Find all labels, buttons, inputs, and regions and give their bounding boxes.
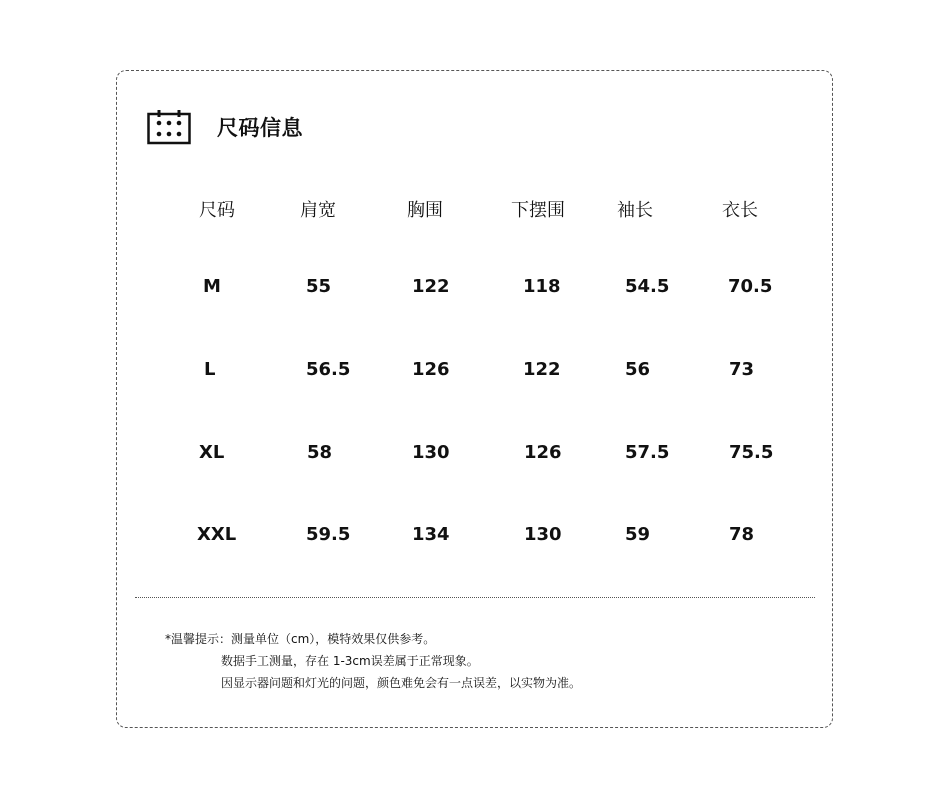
table-cell: L: [204, 359, 216, 380]
table-cell: M: [203, 276, 221, 297]
col-header-chest: 胸围: [407, 200, 443, 221]
table-cell: XL: [199, 442, 225, 463]
table-cell: 134: [412, 524, 450, 545]
table-cell: 56.5: [306, 359, 351, 380]
table-cell: XXL: [197, 524, 237, 545]
note-line-3: 因显示器问题和灯光的问题，颜色难免会有一点误差，以实物为准。: [221, 676, 582, 690]
table-cell: 58: [307, 442, 333, 463]
table-cell: 75.5: [729, 442, 774, 463]
col-header-hem: 下摆围: [511, 200, 565, 221]
table-cell: 73: [729, 359, 755, 380]
table-cell: 56: [625, 359, 651, 380]
col-header-shoulder: 肩宽: [300, 200, 336, 221]
table-cell: 130: [524, 524, 562, 545]
table-cell: 118: [523, 276, 561, 297]
table-cell: 70.5: [728, 276, 773, 297]
col-header-size: 尺码: [199, 200, 235, 221]
table-cell: 59.5: [306, 524, 351, 545]
card-header: [147, 108, 303, 146]
table-cell: 122: [523, 359, 561, 380]
col-header-sleeve: 袖长: [617, 200, 653, 221]
table-cell: 122: [412, 276, 450, 297]
table-cell: 130: [412, 442, 450, 463]
note-line-1: *温馨提示：测量单位（cm），模特效果仅供参考。: [165, 632, 436, 646]
note-line-2: 数据手工测量，存在 1-3cm误差属于正常现象。: [221, 654, 479, 668]
calendar-grid-icon: [147, 109, 191, 145]
dotted-divider: [135, 597, 815, 598]
card-title: 尺码信息: [217, 116, 303, 140]
table-cell: 78: [729, 524, 755, 545]
table-cell: 57.5: [625, 442, 670, 463]
table-cell: 126: [412, 359, 450, 380]
col-header-length: 衣长: [722, 200, 758, 221]
table-cell: 54.5: [625, 276, 670, 297]
table-cell: 55: [306, 276, 332, 297]
size-info-card: [116, 70, 833, 728]
table-cell: 126: [524, 442, 562, 463]
table-cell: 59: [625, 524, 651, 545]
